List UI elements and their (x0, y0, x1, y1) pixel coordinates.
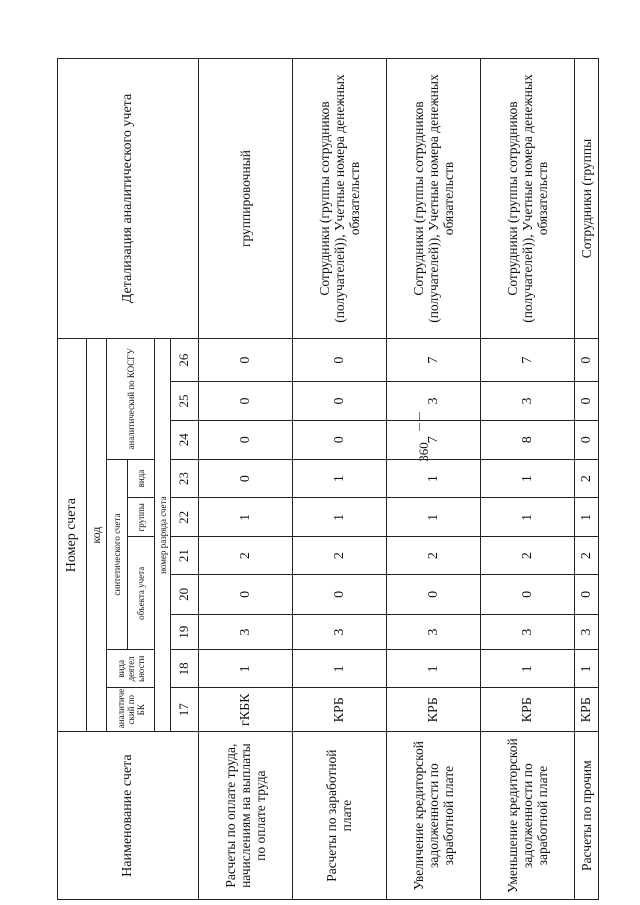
row-cell: 8 (480, 420, 574, 459)
row-cell: 2 (574, 537, 598, 575)
row-cell: 1 (386, 650, 480, 688)
row-cell: 0 (198, 382, 292, 421)
digit-number: 20 (171, 574, 199, 614)
row-cell: 1 (574, 650, 598, 688)
header-groups: группы (127, 498, 155, 537)
header-activity-type: вида деятел ьности (107, 650, 155, 688)
row-cell: 1 (480, 459, 574, 498)
row-cell: КРБ (574, 688, 598, 732)
row-account-name: Расчеты по заработной плате (292, 732, 386, 900)
digit-number: 18 (171, 650, 199, 688)
row-cell: 0 (386, 574, 480, 614)
row-cell: 7 (386, 420, 480, 459)
digit-number: 22 (171, 498, 199, 537)
row-cell: 3 (292, 614, 386, 650)
row-cell: 1 (198, 650, 292, 688)
digit-number: 26 (171, 339, 199, 382)
row-cell: 7 (480, 339, 574, 382)
row-cell: 1 (574, 498, 598, 537)
row-cell: 0 (198, 459, 292, 498)
row-detail: группировочный (198, 59, 292, 339)
row-cell: 3 (480, 614, 574, 650)
row-cell: 1 (480, 650, 574, 688)
row-detail: Сотрудники (группы сотрудников (получателей)), Учетные номера денежных обязательств (292, 59, 386, 339)
row-detail: Сотрудники (группы сотрудников (получателей)), Учетные номера денежных обязательств (386, 59, 480, 339)
row-cell: 1 (292, 459, 386, 498)
row-cell: 1 (386, 498, 480, 537)
header-account-number: Номер счета (58, 339, 87, 732)
digit-number: 21 (171, 537, 199, 575)
row-cell: 3 (480, 382, 574, 421)
row-cell: 0 (198, 420, 292, 459)
digit-number: 19 (171, 614, 199, 650)
row-cell: 3 (386, 382, 480, 421)
row-cell: гКБК (198, 688, 292, 732)
rotated-table-wrapper (57, 58, 599, 900)
row-cell: 2 (574, 459, 598, 498)
row-cell: 0 (574, 420, 598, 459)
row-cell: 1 (198, 498, 292, 537)
header-digit-row: номер разряда счета (155, 339, 171, 732)
row-cell: 1 (292, 498, 386, 537)
header-account-object: объекта учета (127, 537, 155, 650)
header-analytic-bk: аналитиче ский по БК (107, 688, 155, 732)
row-account-name: Расчеты по прочим (574, 732, 598, 900)
row-cell: КРБ (480, 688, 574, 732)
row-cell: 1 (292, 650, 386, 688)
header-types: вида (127, 459, 155, 498)
header-analytic-detail: Детализация аналитического учета (58, 59, 199, 339)
row-cell: 3 (386, 614, 480, 650)
row-detail: Сотрудники (группы (574, 59, 598, 339)
row-account-name: Увеличение кредиторской задолженности по заработной плате (386, 732, 480, 900)
row-cell: 0 (198, 574, 292, 614)
row-cell: 0 (292, 382, 386, 421)
accounts-table (57, 58, 599, 900)
row-cell: 2 (386, 537, 480, 575)
row-cell: КРБ (386, 688, 480, 732)
table-row (574, 59, 598, 900)
page-number: 360 (416, 442, 431, 462)
table-row (386, 59, 480, 900)
row-cell: 2 (198, 537, 292, 575)
header-analytic-kosgu: аналитический по КОСГУ (107, 339, 155, 460)
digit-number: 24 (171, 420, 199, 459)
table-row (198, 59, 292, 900)
row-cell: 7 (386, 339, 480, 382)
row-cell: 0 (198, 339, 292, 382)
row-account-name: Расчеты по оплате труда, начислениям на выплаты по оплате труда (198, 732, 292, 900)
row-cell: 0 (292, 574, 386, 614)
row-cell: 0 (574, 574, 598, 614)
header-kod: код (86, 339, 107, 732)
row-cell: 3 (574, 614, 598, 650)
row-cell: КРБ (292, 688, 386, 732)
row-cell: 0 (292, 339, 386, 382)
row-detail: Сотрудники (группы сотрудников (получателей)), Учетные номера денежных обязательств (480, 59, 574, 339)
row-cell: 0 (480, 574, 574, 614)
header-account-name: Наименование счета (58, 732, 199, 900)
row-cell: 0 (574, 382, 598, 421)
header-synthetic: синтетического счета (107, 459, 128, 650)
row-cell: 0 (292, 420, 386, 459)
row-cell: 0 (574, 339, 598, 382)
digit-number: 23 (171, 459, 199, 498)
row-cell: 1 (480, 498, 574, 537)
row-cell: 1 (386, 459, 480, 498)
row-cell: 2 (292, 537, 386, 575)
digit-number: 17 (171, 688, 199, 732)
header-row-1 (58, 59, 87, 900)
row-account-name: Уменьшение кредиторской задолженности по заработной плате (480, 732, 574, 900)
table-row (292, 59, 386, 900)
row-cell: 2 (480, 537, 574, 575)
digit-number: 25 (171, 382, 199, 421)
row-cell: 3 (198, 614, 292, 650)
table-row (480, 59, 574, 900)
